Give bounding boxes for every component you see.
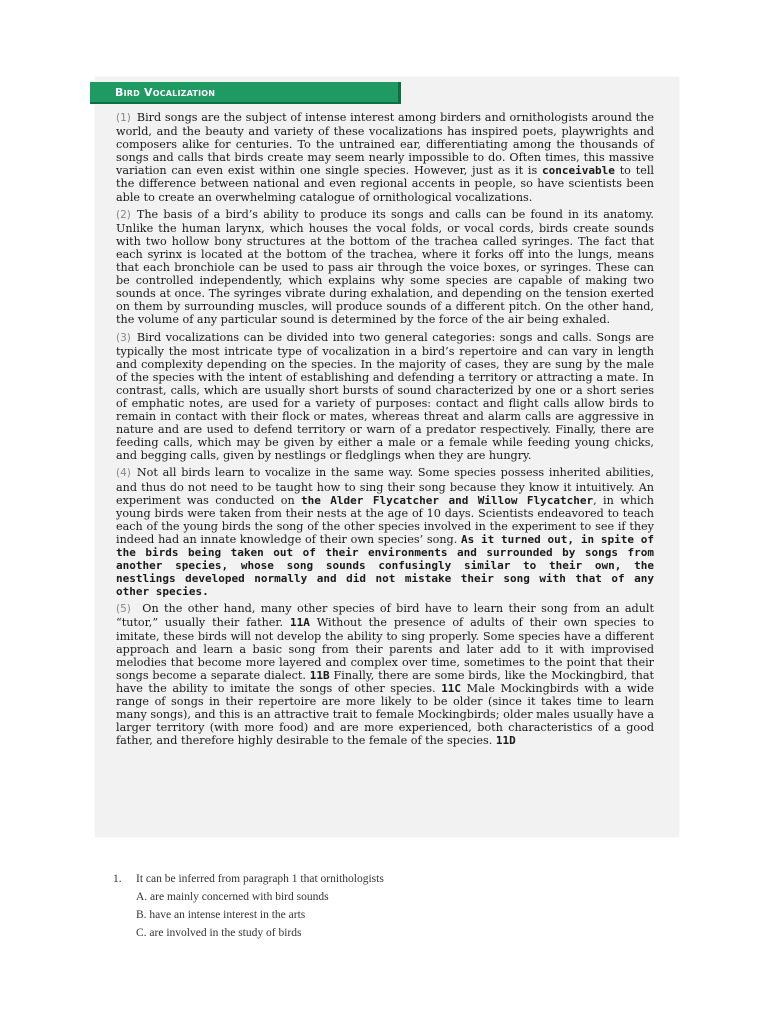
bold-text: 11D: [495, 734, 516, 748]
section-title: Bird Vocalization: [90, 82, 401, 104]
paragraph-number: (5): [116, 603, 131, 616]
paragraph-3: [116, 331, 654, 463]
paragraph-text: to tell the difference between national and even regional accents in people, so have scientists been able to create an overwhelming catalogue of ornithological vocalizations.: [116, 164, 654, 204]
paragraph-text: Bird vocalizations can be divided into two general categories: songs and calls. Songs are typically the most intricate type of vocalization in a bird’s repertoire and can vary in length and complexity depending on the species. In the majority of cases, they are sung by the male of the species with the intent of establishing and defending a territory or attracting a mate. In contrast, calls, which are usually short bursts of sound characterized by one or a short series of emphatic notes, are used for a variety of purposes: contact and flight calls allow birds to remain in contact with their flock or mates, whereas threat and alarm calls are aggressive in nature and are used to defend territory or warn of a predator respectively. Finally, there are feeding calls, which may be given by either a male or a female while feeding young chicks, and begging calls, given by nestlings or fledglings when they are hungry.: [116, 330, 654, 463]
answer-choice-b[interactable]: B. have an intense interest in the arts: [136, 909, 306, 921]
paragraph-text: Bird songs are the subject of intense interest among birders and ornithologists around the world, and the beauty and variety of these vocalizations has inspired poets, playwrights and composers alike for centuries. To the untrained ear, differentiating among the thousands of songs and calls that birds create may seem nearly impossible to do. Often times, this massive variation can even exist within one single species. However, just as it is: [116, 111, 654, 178]
bold-text: 11C: [441, 681, 462, 695]
passage-body: [116, 111, 654, 751]
answer-choice-c[interactable]: C. are involved in the study of birds: [136, 927, 302, 939]
paragraph-text: Finally, there are some birds, like the Mockingbird, that have the ability to imitate the songs of other species.: [116, 668, 654, 695]
paragraph-text: , in which young birds were taken from their nests at the age of 10 days. Scientists endeavored to teach each of the young birds the song of the other species involved in the experiment to see if they indeed had an innate knowledge of their own species’ song.: [116, 493, 654, 546]
question-text: It can be inferred from paragraph 1 that ornithologists: [136, 873, 384, 885]
paragraph-text: Male Mockingbirds with a wide range of songs in their repertoire are more likely to be older (since it takes time to learn many songs), and this is an attractive trait to female Mockingbirds; older males usually have a larger territory (with more food) and are more experienced, both characteristics of a good father, and therefore highly desirable to the female of the species.: [116, 681, 654, 748]
bold-text: As it turned out, in spite of the birds being taken out of their environments and surrounded by songs from another species, whose song sounds confusingly similar to their own, the nestlings developed normally and did not mistake their song with that of any other species.: [116, 532, 654, 599]
question-stem: [113, 870, 384, 888]
paragraph-4: [116, 466, 654, 598]
paragraph-2: [116, 208, 654, 327]
paragraph-text: The basis of a bird’s ability to produce its songs and calls can be found in its anatomy. Unlike the human larynx, which houses the vocal folds, or vocal cords, birds create sounds with two hollow bony structures at the bottom of the trachea called syringes. The fact that each syrinx is located at the bottom of the trachea, where it forks off into the lungs, means that each bronchiole can be used to pass air through the voice boxes, or syringes. These can be controlled independently, which explains why some species are capable of making two sounds at once. The syringes vibrate during exhalation, and depending on the tension exerted on them by surrounding muscles, will produce sounds of a different pitch. On the other hand, the volume of any particular sound is determined by the force of the air being exhaled.: [116, 207, 654, 327]
paragraph-text: On the other hand, many other species of bird have to learn their song from an adult “tutor,” usually their father.: [116, 602, 654, 630]
paragraph-text: Not all birds learn to vocalize in the same way. Some species possess inherited abilities, and thus do not need to be taught how to sing their song because they know it intuitively. An experiment was conducted on: [116, 466, 654, 507]
answer-choice-a[interactable]: A. are mainly concerned with bird sounds: [136, 891, 329, 903]
bold-text: conceivable: [542, 164, 615, 178]
question-number: 1.: [113, 873, 122, 885]
paragraph-text: Without the presence of adults of their own species to imitate, these birds will not develop the ability to sing properly. Some species have a different approach and learn a basic song from their parents and later add to it with improvised melodies that become more layered and complex over time, sometimes to the point that their songs become a separate dialect.: [116, 616, 654, 682]
paragraph-number: (3): [116, 331, 131, 344]
bold-text: 11A: [289, 616, 310, 630]
paragraph-5: [116, 602, 654, 747]
paragraph-number: (2): [116, 208, 131, 221]
paragraph-number: (1): [116, 112, 131, 124]
paragraph-1: [116, 111, 654, 204]
bold-text: the Alder Flycatcher and Willow Flycatcher: [301, 493, 594, 507]
question-1: [113, 870, 384, 942]
paragraph-number: (4): [116, 467, 131, 480]
bold-text: 11B: [309, 668, 330, 682]
